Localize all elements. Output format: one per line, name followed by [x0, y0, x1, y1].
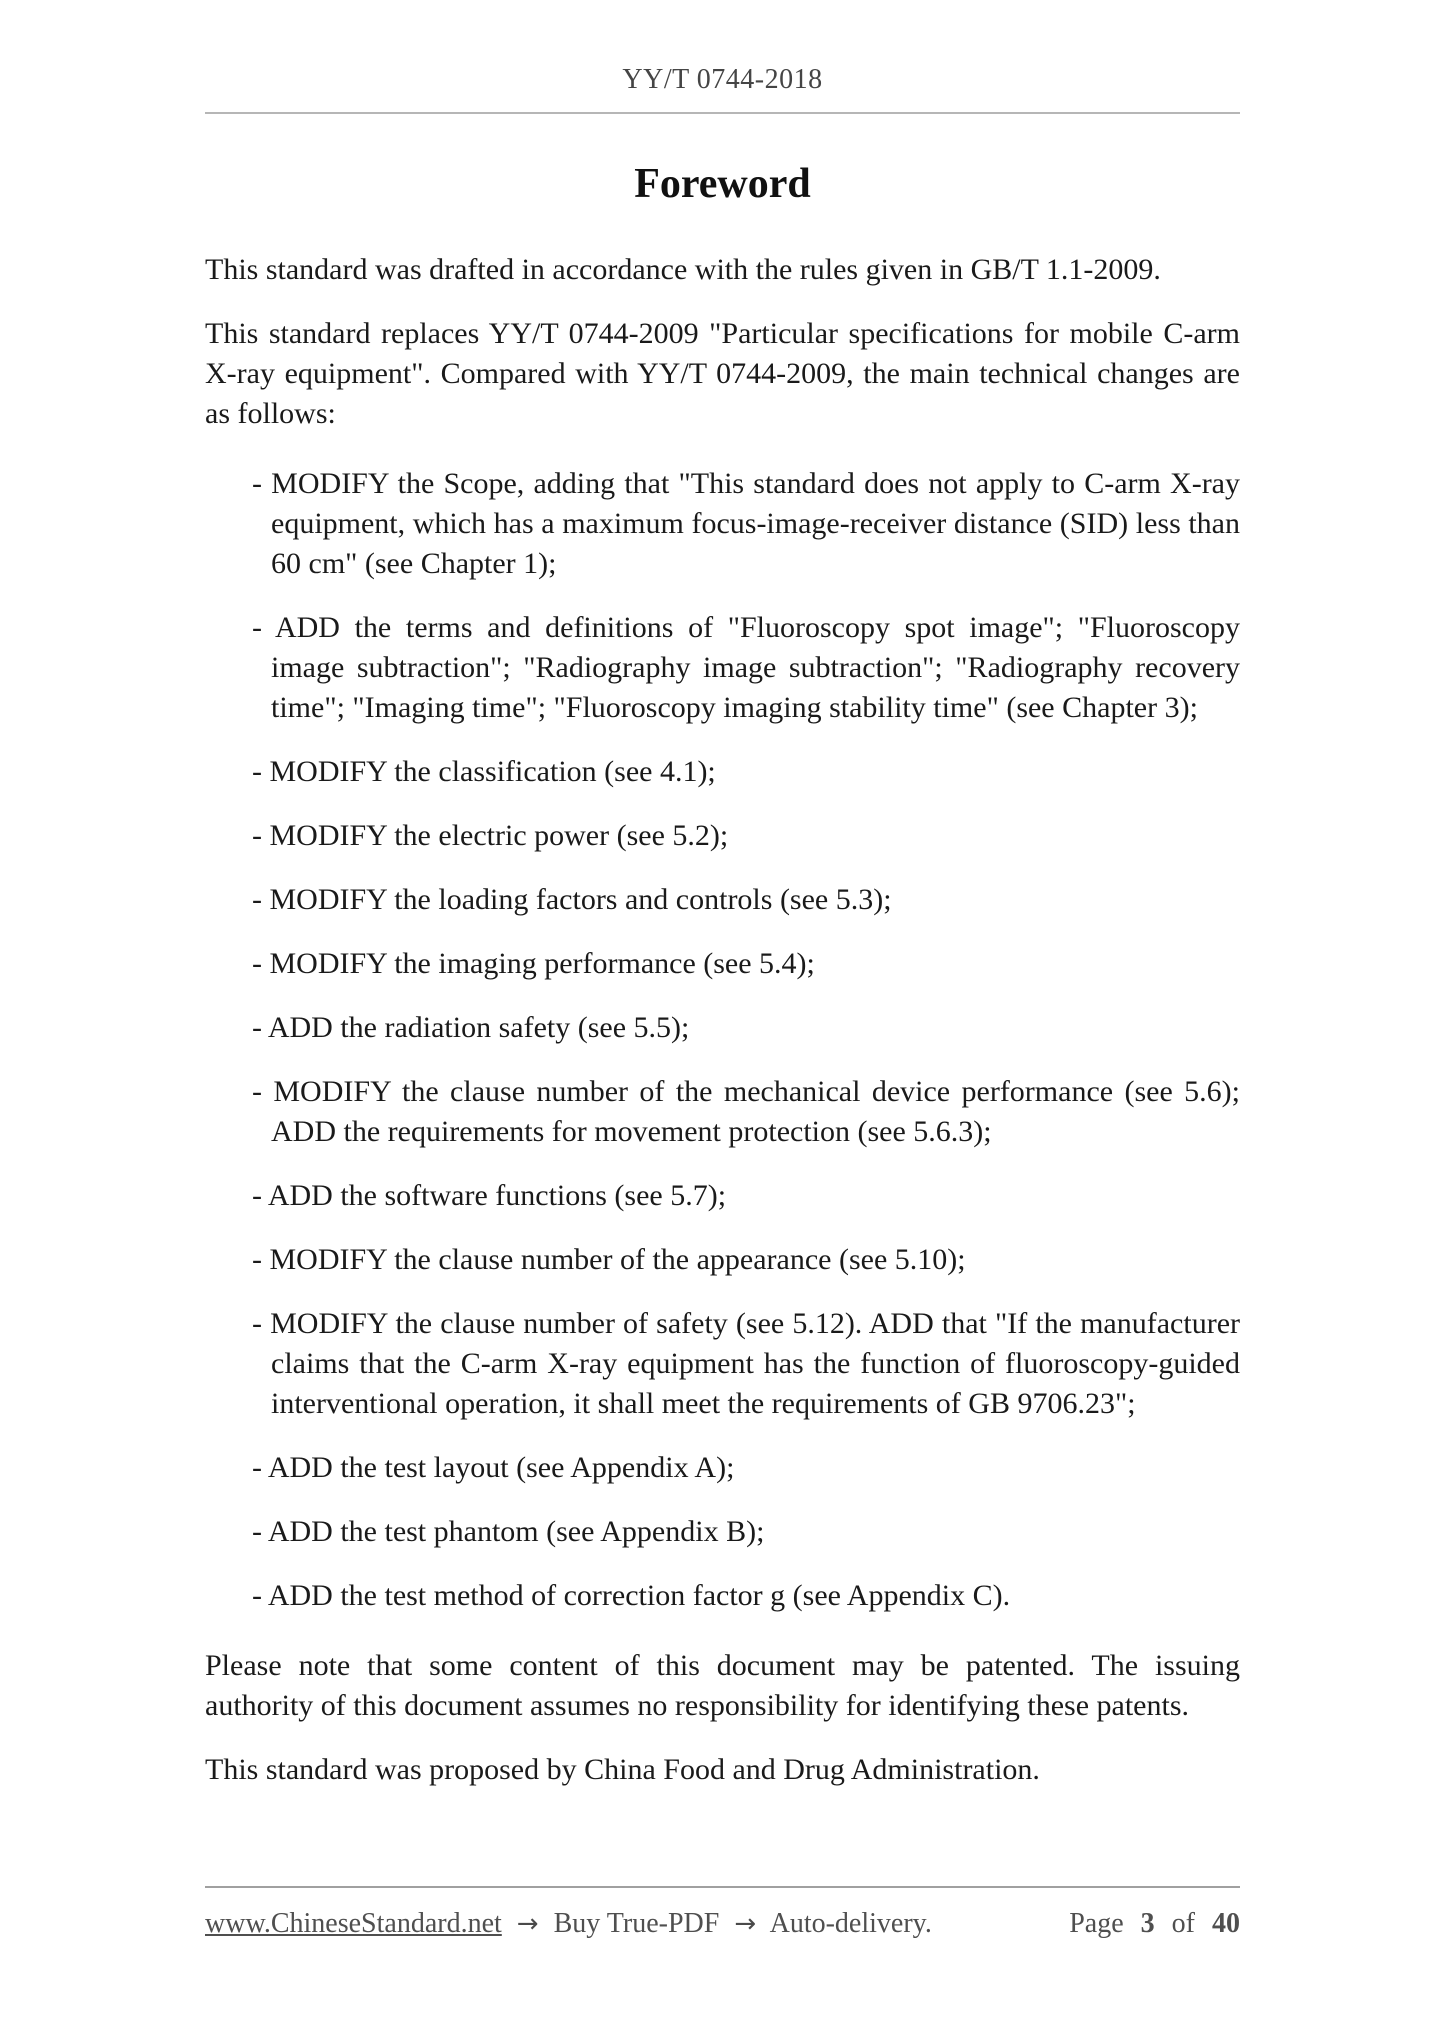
page-indicator-of: of: [1171, 1908, 1195, 1939]
footer-site-link[interactable]: www.ChineseStandard.net: [205, 1908, 502, 1939]
page-indicator: [1059, 1908, 1240, 1940]
change-item: - ADD the software functions (see 5.7);: [252, 1179, 727, 1212]
change-item: - MODIFY the classification (see 4.1);: [252, 755, 716, 788]
change-item: - MODIFY the clause number of the appearance (see 5.10);: [252, 1243, 966, 1276]
page-content: [205, 0, 1240, 1790]
change-item: - ADD the test phantom (see Appendix B);: [252, 1515, 765, 1548]
footer-source-line: [205, 1908, 940, 1940]
change-item: - MODIFY the loading factors and controls (see 5.3);: [252, 883, 892, 916]
change-item: - MODIFY the electric power (see 5.2);: [252, 819, 729, 852]
page-footer: [205, 1886, 1240, 1940]
change-item: - MODIFY the clause number of the mechanical device performance (see 5.6); ADD the requirements for movement protection (see 5.6.3);: [252, 1075, 1240, 1148]
change-item: - MODIFY the imaging performance (see 5.4);: [252, 947, 815, 980]
change-item: - ADD the radiation safety (see 5.5);: [252, 1011, 690, 1044]
change-item: - MODIFY the Scope, adding that "This standard does not apply to C-arm X-ray equipment, which has a maximum focus-image-receiver distance (SID) less than 60 cm" (see Chapter 1);: [252, 467, 1240, 580]
paragraph-proposed-by: This standard was proposed by China Food and Drug Administration.: [205, 1753, 1040, 1786]
change-item: - MODIFY the clause number of safety (see 5.12). ADD that "If the manufacturer claims that the C-arm X-ray equipment has the function of fluoroscopy-guided interventional operation, it shall meet the requirements of GB 9706.23";: [252, 1307, 1240, 1420]
paragraph-patent-note: Please note that some content of this document may be patented. The issuing authority of this document assumes no responsibility for identifying these patents.: [205, 1649, 1240, 1722]
header-doc-number: YY/T 0744-2018: [622, 64, 823, 95]
footer-buy-label: Buy True-PDF: [553, 1908, 720, 1939]
paragraph-replaces: This standard replaces YY/T 0744-2009 "Particular specifications for mobile C-arm X-ray equipment". Compared with YY/T 0744-2009, the main technical changes are as follows:: [205, 317, 1240, 430]
page-indicator-label: Page: [1069, 1908, 1124, 1939]
change-item: - ADD the terms and definitions of "Fluoroscopy spot image"; "Fluoroscopy image subtraction"; "Radiography image subtraction"; "Radiography recovery time"; "Imaging time"; "Fluoroscopy imaging stability time" (see Chapter 3);: [252, 611, 1240, 724]
change-item: - ADD the test method of correction factor g (see Appendix C).: [252, 1579, 1011, 1612]
footer-rule: [205, 1886, 1240, 1888]
header-rule: [205, 112, 1240, 114]
arrow-right-icon: →: [734, 1909, 757, 1939]
footer-delivery-label: Auto-delivery.: [769, 1908, 932, 1939]
changes-list: [205, 464, 1240, 1616]
page-indicator-current: 3: [1140, 1908, 1155, 1939]
page-title: Foreword: [634, 161, 811, 207]
arrow-right-icon: →: [516, 1909, 539, 1939]
change-item: - ADD the test layout (see Appendix A);: [252, 1451, 735, 1484]
page-indicator-total: 40: [1212, 1908, 1240, 1939]
paragraph-drafted: This standard was drafted in accordance with the rules given in GB/T 1.1-2009.: [205, 253, 1161, 286]
